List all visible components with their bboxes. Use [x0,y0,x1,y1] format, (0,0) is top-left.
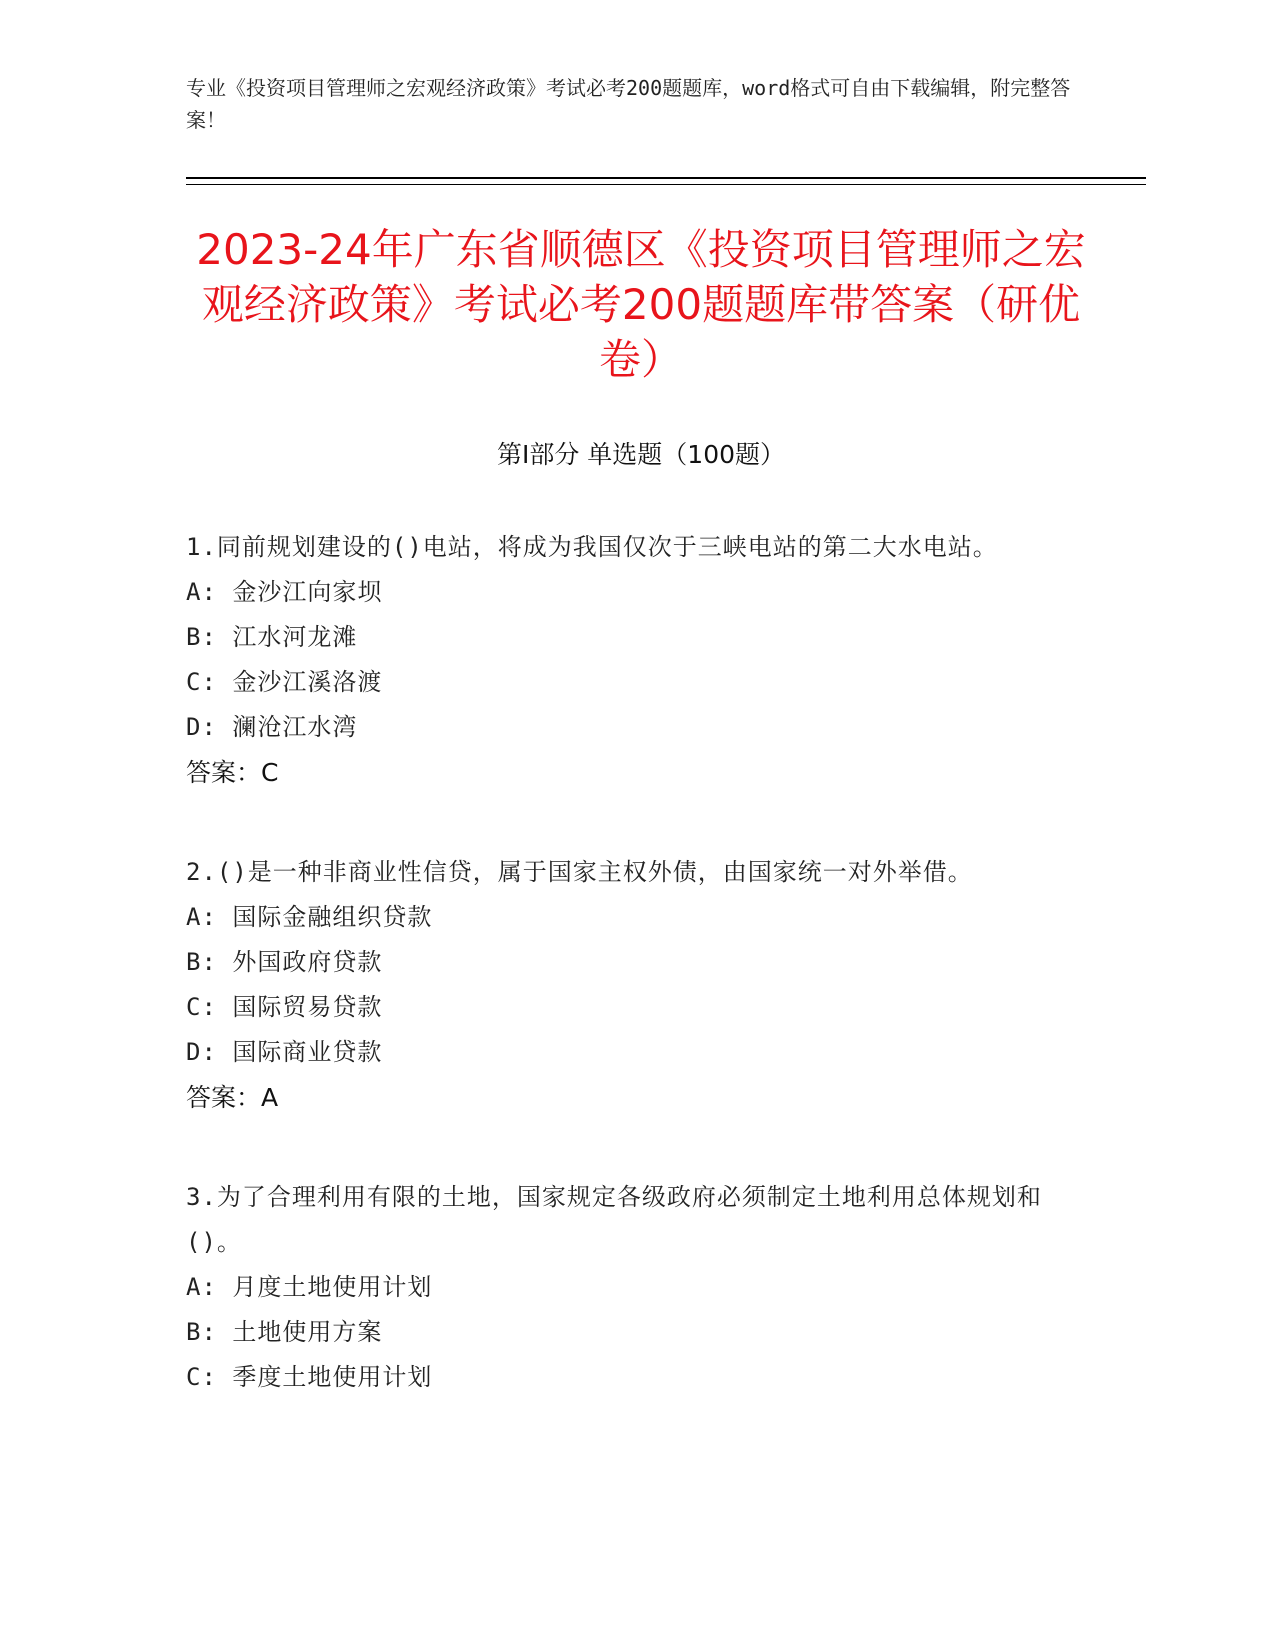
answer-label: 答案：A [186,1083,279,1112]
option-a: A: 国际金融组织贷款 [186,903,433,931]
question-stem: 2.()是一种非商业性信贷，属于国家主权外债，由国家统一对外举借。 [186,858,973,886]
question-3 [186,1175,1066,1400]
option-c: C: 国际贸易贷款 [186,993,383,1021]
option-b: B: 外国政府贷款 [186,948,383,976]
option-b: B: 土地使用方案 [186,1318,383,1346]
section-heading: 第I部分 单选题（100题） [496,440,786,469]
document-title: 2023-24年广东省顺德区《投资项目管理师之宏观经济政策》考试必考200题题库带答案（研优卷） [196,225,1086,384]
option-c: C: 季度土地使用计划 [186,1363,433,1391]
header-divider-thin [186,184,1146,185]
option-a: A: 金沙江向家坝 [186,578,383,606]
option-d: D: 国际商业贷款 [186,1038,383,1066]
question-stem: 3.为了合理利用有限的土地，国家规定各级政府必须制定土地利用总体规划和()。 [186,1183,1042,1256]
option-c: C: 金沙江溪洛渡 [186,668,383,696]
question-list [186,525,1066,1455]
question-stem: 1.同前规划建设的()电站，将成为我国仅次于三峡电站的第二大水电站。 [186,533,998,561]
option-b: B: 江水河龙滩 [186,623,358,651]
option-a: A: 月度土地使用计划 [186,1273,433,1301]
question-1 [186,525,1066,795]
answer-label: 答案：C [186,758,279,787]
question-2 [186,850,1066,1120]
option-d: D: 澜沧江水湾 [186,713,358,741]
header-note: 专业《投资项目管理师之宏观经济政策》考试必考200题题库，word格式可自由下载编辑，附完整答案！ [186,76,1071,132]
header-divider-thick [186,177,1146,179]
